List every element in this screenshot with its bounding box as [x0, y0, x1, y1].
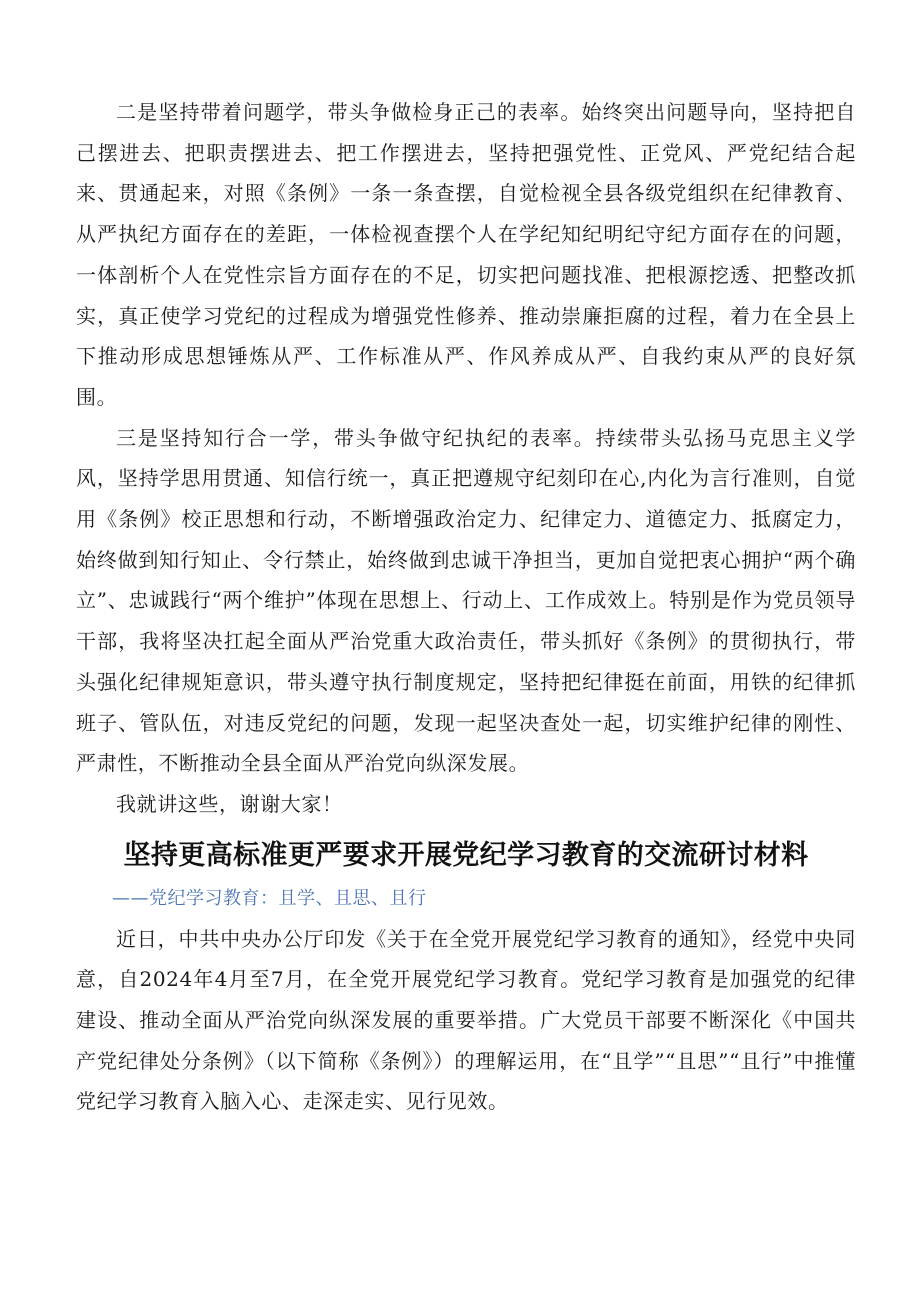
body-paragraph: 三是坚持知行合一学，带头争做守纪执纪的表率。持续带头弘扬马克思主义学风，坚持学思用贯通、知信行统一，真正把遵规守纪刻印在心,内化为言行准则，自觉用《条例》校正思想和行动，不断增强政治定力、纪律定力、道德定力、抵腐定力，始终做到知行知止、令行禁止，始终做到忠诚干净担当，更加自觉把衷心拥护“两个确立”、忠诚践行“两个维护”体现在思想上、行动上、工作成效上。特别是作为党员领导干部，我将坚决扛起全面从严治党重大政治责任，带头抓好《条例》的贯彻执行，带头强化纪律规矩意识，带头遵守执行制度规定，坚持把纪律挺在前面，用铁的纪律抓班子、管队伍，对违反党纪的问题，发现一起坚决查处一起，切实维护纪律的刚性、严肃性，不断推动全县全面从严治党向纵深发展。 — [76, 425, 856, 776]
document-subtitle: ——党纪学习教育：且学、且思、且行 — [112, 887, 427, 909]
body-paragraph: 近日，中共中央办公厅印发《关于在全党开展党纪学习教育的通知》，经党中央同意，自2024年4月至7月，在全党开展党纪学习教育。党纪学习教育是加强党的纪律建设、推动全面从严治党向纵深发展的重要举措。广大党员干部要不断深化《中国共产党纪律处分条例》（以下简称《条例》）的理解运用，在“且学”“且思”“且行”中推懂党纪学习教育入脑入心、走深走实、见行见效。 — [76, 926, 856, 1114]
closing-remark: 我就讲这些，谢谢大家！ — [116, 791, 343, 816]
document-title: 坚持更高标准更严要求开展党纪学习教育的交流研讨材料 — [123, 839, 809, 871]
body-paragraph: 二是坚持带着问题学，带头争做检身正己的表率。始终突出问题导向，坚持把自己摆进去、把职责摆进去、把工作摆进去，坚持把强党性、正党风、严党纪结合起来、贯通起来，对照《条例》一条一条查摆，自觉检视全县各级党组织在纪律教育、从严执纪方面存在的差距，一体检视查摆个人在学纪知纪明纪守纪方面存在的问题，一体剖析个人在党性宗旨方面存在的不足，切实把问题找准、把根源挖透、把整改抓实，真正使学习党纪的过程成为增强党性修养、推动崇廉拒腐的过程，着力在全县上下推动形成思想锤炼从严、工作标准从严、作风养成从严、自我约束从严的良好氛围。 — [76, 100, 856, 409]
document-body — [76, 92, 856, 1122]
